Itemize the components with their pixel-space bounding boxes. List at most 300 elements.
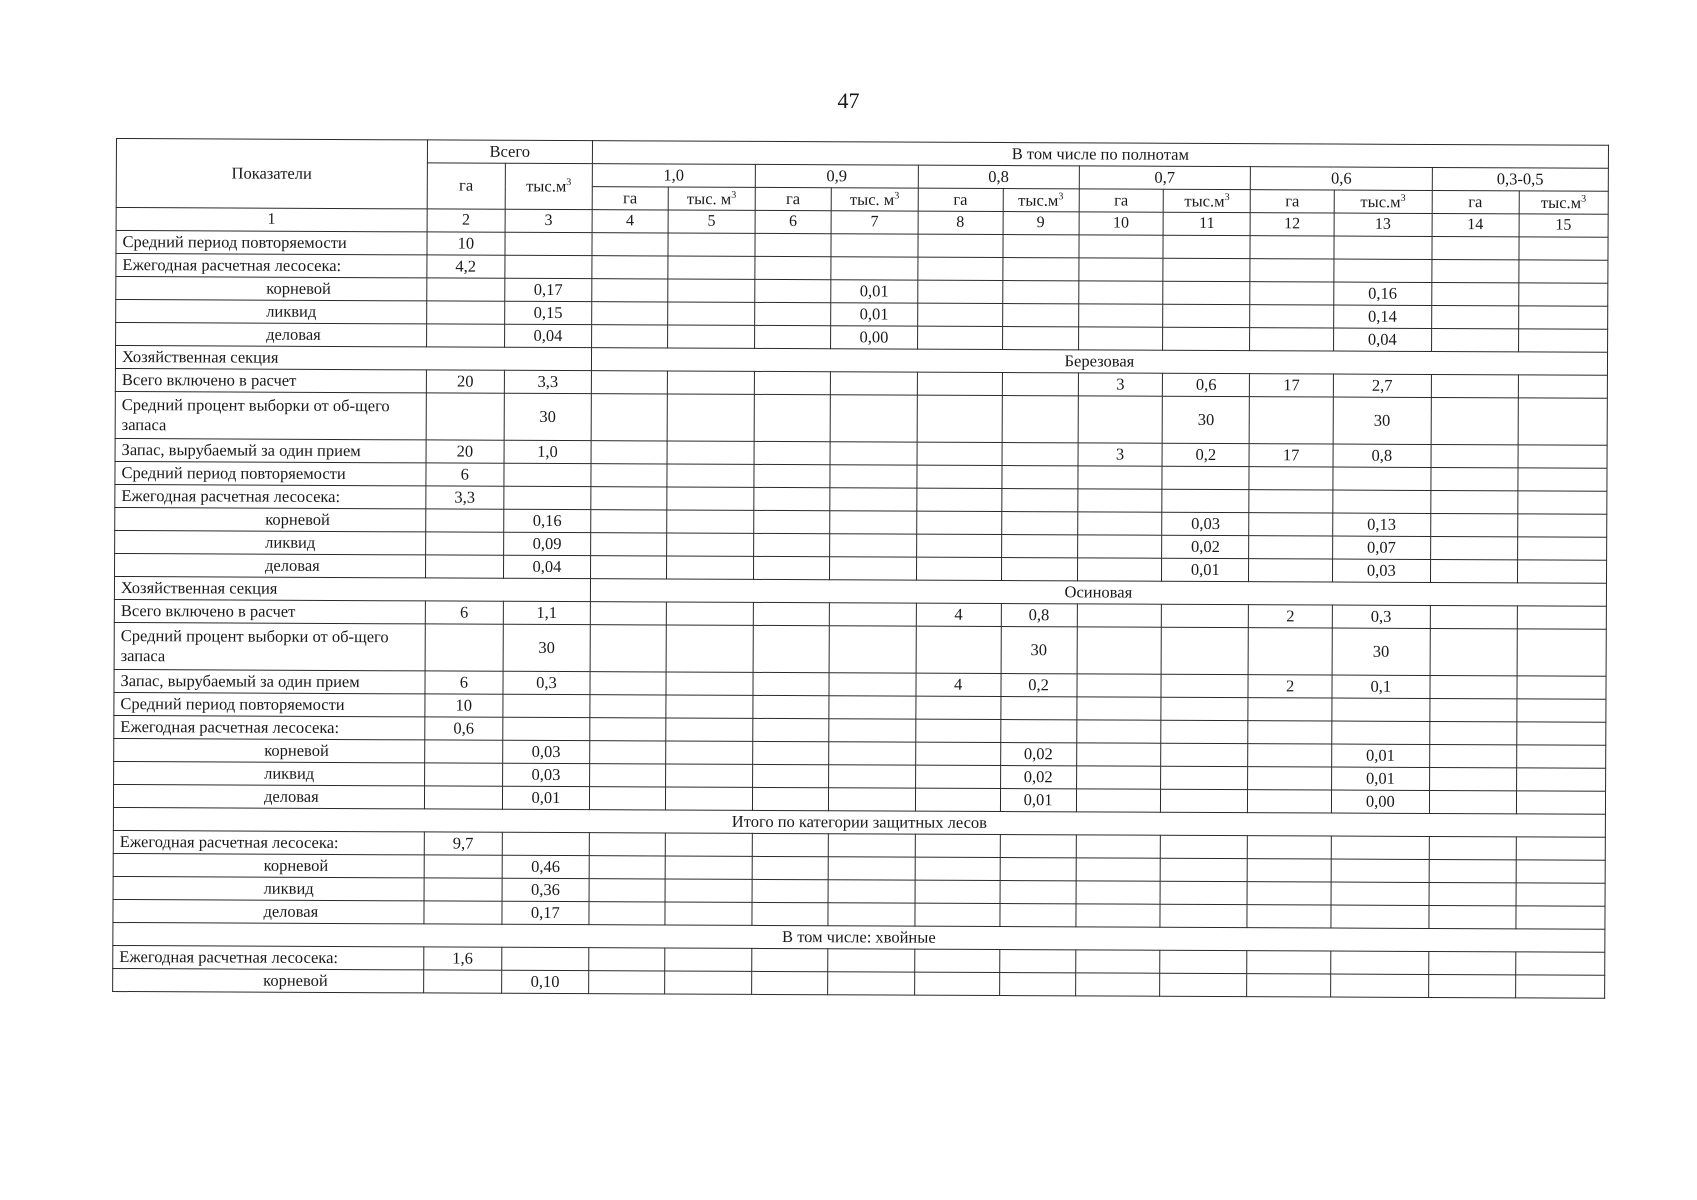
cell-col-5 <box>665 971 752 994</box>
row-label: Средний процент выборки от об-щего запаса <box>114 622 425 670</box>
cell-col-12 <box>1247 836 1331 859</box>
cell-col-15 <box>1518 260 1607 283</box>
cell-col-3: 0,10 <box>502 970 589 993</box>
cell-col-11: 0,2 <box>1162 443 1249 466</box>
cell-col-7 <box>828 880 915 903</box>
row-label: Запас, вырубаемый за один прием <box>114 669 425 693</box>
row-label: ликвид <box>114 761 425 785</box>
cell-col-13: 30 <box>1333 397 1431 444</box>
cell-col-5 <box>666 556 753 579</box>
cell-col-11 <box>1162 489 1249 512</box>
cell-col-10 <box>1078 258 1163 281</box>
cell-col-13: 0,03 <box>1332 559 1430 582</box>
cell-col-4 <box>589 902 665 925</box>
cell-col-4 <box>590 533 666 556</box>
cell-col-7 <box>828 834 915 857</box>
column-number: 13 <box>1334 213 1432 236</box>
cell-col-10 <box>1077 535 1162 558</box>
cell-col-5 <box>667 371 754 394</box>
cell-col-9 <box>1001 558 1077 581</box>
allowable-cut-table-container <box>112 138 1609 999</box>
cell-col-2: 6 <box>426 463 504 486</box>
cell-col-5 <box>665 948 752 971</box>
cell-col-5 <box>668 279 755 302</box>
cell-col-5 <box>666 602 753 625</box>
cell-col-12: 17 <box>1249 444 1333 467</box>
cell-col-9 <box>1002 281 1078 304</box>
cell-col-10 <box>1076 766 1161 789</box>
cell-col-2 <box>426 278 504 301</box>
cell-col-5 <box>667 441 754 464</box>
cell-col-13: 30 <box>1332 628 1430 675</box>
cell-col-13: 0,13 <box>1333 513 1431 536</box>
cell-col-15 <box>1517 676 1606 699</box>
cell-col-14 <box>1431 305 1518 328</box>
column-number: 3 <box>505 209 592 232</box>
cell-col-13 <box>1331 882 1429 905</box>
cell-col-15 <box>1515 975 1604 998</box>
section-name: Березовая <box>591 348 1607 376</box>
cell-col-9 <box>1002 396 1078 443</box>
cell-col-8: 4 <box>916 673 1001 696</box>
cell-col-12: 2 <box>1248 675 1332 698</box>
column-number: 11 <box>1163 212 1250 235</box>
cell-col-8 <box>917 442 1002 465</box>
table-body <box>113 231 1608 999</box>
cell-col-8 <box>916 626 1001 673</box>
cell-col-2: 9,7 <box>424 832 502 855</box>
cell-col-13 <box>1332 698 1430 721</box>
row-label: корневой <box>114 738 425 762</box>
header-density-1-0: 1,0 <box>592 164 755 188</box>
cell-col-5 <box>665 833 752 856</box>
cell-col-4 <box>590 718 666 741</box>
cell-col-10 <box>1076 697 1161 720</box>
cell-col-11 <box>1162 466 1249 489</box>
cell-col-15 <box>1516 768 1605 791</box>
header-total: Всего <box>427 140 592 164</box>
cell-col-14 <box>1432 259 1519 282</box>
header-volume: $тыс.м^3$ <box>1003 189 1079 212</box>
row-label: деловая <box>113 784 424 808</box>
cell-col-8: 4 <box>916 603 1001 626</box>
cell-col-15 <box>1518 398 1608 445</box>
header-ha: га <box>1250 190 1334 213</box>
cell-col-5 <box>665 787 752 810</box>
cell-col-11 <box>1161 674 1248 697</box>
row-label: Средний процент выборки от об-щего запаса <box>115 391 426 439</box>
cell-col-12 <box>1247 974 1331 997</box>
cell-col-13: 0,14 <box>1334 305 1432 328</box>
column-number: 10 <box>1079 212 1164 235</box>
cell-col-7: 0,00 <box>830 326 917 349</box>
cell-col-3: 0,16 <box>504 509 591 532</box>
cell-col-5 <box>666 741 753 764</box>
cell-col-7 <box>830 395 917 442</box>
row-label: Средний период повторяемости <box>115 461 426 485</box>
cell-col-15 <box>1517 514 1606 537</box>
cell-col-13 <box>1331 974 1429 997</box>
cell-col-10 <box>1078 396 1163 443</box>
cell-col-12 <box>1248 767 1332 790</box>
cell-col-2: 1,6 <box>423 947 501 970</box>
cell-col-13 <box>1333 490 1431 513</box>
cell-col-8 <box>915 949 1000 972</box>
cell-col-13 <box>1334 259 1432 282</box>
cell-col-6 <box>754 302 830 325</box>
cell-col-6 <box>754 325 830 348</box>
cell-col-3: 3,3 <box>504 370 591 393</box>
cell-col-10 <box>1077 558 1162 581</box>
cell-col-11 <box>1161 766 1248 789</box>
cell-col-14 <box>1429 721 1516 744</box>
cell-col-14 <box>1428 951 1515 974</box>
cell-col-9: 0,02 <box>1000 766 1076 789</box>
column-number: 9 <box>1003 212 1079 235</box>
cell-col-8 <box>916 557 1001 580</box>
column-number: 7 <box>831 211 918 234</box>
cell-col-14 <box>1431 467 1518 490</box>
cell-col-6 <box>754 371 830 394</box>
cell-col-12 <box>1249 536 1333 559</box>
cell-col-4 <box>590 741 666 764</box>
cell-col-3: 0,46 <box>502 855 589 878</box>
cell-col-13 <box>1332 721 1430 744</box>
cell-col-4 <box>589 764 665 787</box>
cell-col-9 <box>1000 858 1076 881</box>
row-label: ликвид <box>113 876 424 900</box>
cell-col-7 <box>829 742 916 765</box>
cell-col-6 <box>752 856 828 879</box>
cell-col-2: 4,2 <box>427 255 505 278</box>
cell-col-14 <box>1430 605 1517 628</box>
cell-col-8 <box>915 880 1000 903</box>
cell-col-2 <box>425 555 503 578</box>
cell-col-14 <box>1429 882 1516 905</box>
cell-col-10 <box>1076 904 1161 927</box>
cell-col-15 <box>1516 791 1605 814</box>
cell-col-7 <box>831 257 918 280</box>
cell-col-5 <box>665 902 752 925</box>
cell-col-13: 0,8 <box>1333 444 1431 467</box>
cell-col-10 <box>1079 235 1164 258</box>
cell-col-14 <box>1431 444 1518 467</box>
column-number: 6 <box>755 210 831 233</box>
cell-col-9 <box>1000 697 1076 720</box>
header-ha: га <box>755 187 831 210</box>
cell-col-11 <box>1162 604 1249 627</box>
cell-col-12 <box>1248 744 1332 767</box>
cell-col-11 <box>1161 697 1248 720</box>
cell-col-13: 0,3 <box>1332 605 1430 628</box>
cell-col-7: 0,01 <box>831 303 918 326</box>
cell-col-7 <box>830 442 917 465</box>
cell-col-12 <box>1249 397 1333 444</box>
cell-col-9 <box>1001 489 1077 512</box>
cell-col-3: 0,01 <box>502 786 589 809</box>
header-density-0-9: 0,9 <box>755 164 918 188</box>
column-number: 5 <box>668 210 755 233</box>
cell-col-10 <box>1076 720 1161 743</box>
cell-col-15 <box>1515 952 1604 975</box>
row-label: Ежегодная расчетная лесосека: <box>116 254 427 278</box>
cell-col-7 <box>829 626 916 673</box>
cell-col-15 <box>1516 883 1605 906</box>
cell-col-14 <box>1430 698 1517 721</box>
section-label: Хозяйственная секция <box>114 576 590 601</box>
cell-col-10 <box>1076 835 1161 858</box>
cell-col-11 <box>1161 743 1248 766</box>
cell-col-12 <box>1248 721 1332 744</box>
cell-col-14 <box>1429 859 1516 882</box>
row-label: Всего включено в расчет <box>114 599 425 623</box>
cell-col-5 <box>667 533 754 556</box>
cell-col-14 <box>1429 767 1516 790</box>
cell-col-6 <box>753 672 829 695</box>
section-label: Хозяйственная секция <box>115 346 591 371</box>
cell-col-11 <box>1160 881 1247 904</box>
cell-col-4 <box>591 441 667 464</box>
cell-col-3: 30 <box>503 624 590 671</box>
cell-col-8 <box>917 395 1002 442</box>
cell-col-3: 1,0 <box>504 440 591 463</box>
cell-col-4 <box>591 394 667 441</box>
cell-col-5 <box>667 487 754 510</box>
cell-col-14 <box>1431 397 1518 444</box>
cell-col-5 <box>668 302 755 325</box>
cell-col-8 <box>915 857 1000 880</box>
cell-col-2 <box>425 509 503 532</box>
header-volume: тыс. $м^3$ <box>668 187 755 210</box>
cell-col-14 <box>1429 744 1516 767</box>
column-number: 8 <box>918 211 1003 234</box>
cell-col-9 <box>999 904 1075 927</box>
cell-col-2: 20 <box>426 370 504 393</box>
cell-col-3 <box>504 463 591 486</box>
cell-col-6 <box>752 764 828 787</box>
cell-col-4 <box>589 879 665 902</box>
cell-col-15 <box>1517 537 1606 560</box>
cell-col-8 <box>915 742 1000 765</box>
cell-col-7 <box>829 719 916 742</box>
column-number: 14 <box>1432 213 1519 236</box>
cell-col-5 <box>666 718 753 741</box>
cell-col-7 <box>828 788 915 811</box>
cell-col-8 <box>915 834 1000 857</box>
cell-col-5 <box>667 510 754 533</box>
cell-col-7: 0,01 <box>831 280 918 303</box>
cell-col-7 <box>828 903 915 926</box>
header-density-0-8: 0,8 <box>918 165 1079 189</box>
cell-col-10 <box>1076 881 1161 904</box>
cell-col-13 <box>1331 951 1429 974</box>
cell-col-12: 2 <box>1249 605 1333 628</box>
cell-col-12 <box>1250 328 1334 351</box>
cell-col-4 <box>588 971 664 994</box>
cell-col-7 <box>830 465 917 488</box>
cell-col-3 <box>505 232 592 255</box>
cell-col-7 <box>828 972 915 995</box>
cell-col-3: 0,17 <box>502 901 589 924</box>
table-row <box>114 622 1606 676</box>
cell-col-8 <box>917 372 1002 395</box>
cell-col-14 <box>1429 905 1516 928</box>
row-label: деловая <box>113 899 424 923</box>
row-label: деловая <box>115 553 426 577</box>
cell-col-11: 0,03 <box>1162 512 1249 535</box>
cell-col-7 <box>828 765 915 788</box>
cell-col-4 <box>590 602 666 625</box>
cell-col-6 <box>754 510 830 533</box>
cell-col-7 <box>830 372 917 395</box>
row-label: Ежегодная расчетная лесосека: <box>114 715 425 739</box>
cell-col-11 <box>1161 627 1248 674</box>
cell-col-11 <box>1160 904 1247 927</box>
cell-col-4 <box>590 625 666 672</box>
cell-col-14 <box>1430 559 1517 582</box>
cell-col-3: 1,1 <box>503 601 590 624</box>
cell-col-15 <box>1518 375 1607 398</box>
cell-col-5 <box>668 256 755 279</box>
cell-col-3: 0,3 <box>503 671 590 694</box>
row-label: Ежегодная расчетная лесосека: <box>113 945 424 969</box>
row-label: деловая <box>116 323 427 347</box>
cell-col-8 <box>918 280 1003 303</box>
cell-col-15 <box>1518 329 1607 352</box>
cell-col-11 <box>1163 235 1250 258</box>
cell-col-6 <box>753 695 829 718</box>
row-label: корневой <box>116 277 427 301</box>
cell-col-7 <box>830 511 917 534</box>
cell-col-8 <box>914 972 999 995</box>
cell-col-14 <box>1431 374 1518 397</box>
cell-col-3: 0,17 <box>505 278 592 301</box>
cell-col-3: 30 <box>504 393 591 440</box>
cell-col-12 <box>1247 951 1331 974</box>
cell-col-14 <box>1432 236 1519 259</box>
cell-col-9 <box>1000 881 1076 904</box>
cell-col-10 <box>1075 950 1160 973</box>
cell-col-6 <box>754 441 830 464</box>
cell-col-3: 0,04 <box>503 555 590 578</box>
cell-col-13: 0,1 <box>1332 675 1430 698</box>
cell-col-2: 10 <box>427 232 505 255</box>
cell-col-10 <box>1078 304 1163 327</box>
header-total-volume: $тыс.м^3$ <box>505 163 592 209</box>
cell-col-6 <box>752 948 828 971</box>
cell-col-4 <box>589 856 665 879</box>
header-density-0-3-0-5: 0,3-0,5 <box>1432 167 1608 191</box>
cell-col-3 <box>502 832 589 855</box>
cell-col-13 <box>1333 467 1431 490</box>
cell-col-4 <box>592 233 668 256</box>
cell-col-15 <box>1519 237 1608 260</box>
cell-col-3 <box>503 717 590 740</box>
cell-col-15 <box>1516 860 1605 883</box>
column-number: 2 <box>427 209 505 232</box>
header-by-density: В том числе по полнотам <box>592 141 1608 169</box>
cell-col-7 <box>828 949 915 972</box>
cell-col-12 <box>1248 628 1332 675</box>
cell-col-2: 20 <box>426 440 504 463</box>
cell-col-6 <box>754 487 830 510</box>
cell-col-6 <box>751 971 827 994</box>
row-label: ликвид <box>115 530 426 554</box>
cell-col-3: 0,03 <box>503 763 590 786</box>
cell-col-6 <box>753 556 829 579</box>
cell-col-6 <box>753 625 829 672</box>
cell-col-13 <box>1334 236 1432 259</box>
cell-col-8 <box>916 719 1001 742</box>
cell-col-11 <box>1161 789 1248 812</box>
cell-col-9 <box>1000 835 1076 858</box>
cell-col-6 <box>753 741 829 764</box>
cell-col-3: 0,04 <box>505 324 592 347</box>
cell-col-4 <box>590 695 666 718</box>
header-indicators: Показатели <box>116 139 427 209</box>
cell-col-7 <box>829 673 916 696</box>
cell-col-7 <box>830 488 917 511</box>
cell-col-3 <box>502 947 589 970</box>
cell-col-15 <box>1517 629 1607 676</box>
header-density-0-7: 0,7 <box>1079 166 1251 190</box>
cell-col-12 <box>1250 305 1334 328</box>
cell-col-8 <box>917 488 1002 511</box>
cell-col-12 <box>1247 905 1331 928</box>
cell-col-11 <box>1163 327 1250 350</box>
row-label: Запас, вырубаемый за один прием <box>115 438 426 462</box>
cell-col-8 <box>915 788 1000 811</box>
cell-col-13: 0,07 <box>1333 536 1431 559</box>
cell-col-3: 0,03 <box>503 740 590 763</box>
cell-col-7 <box>828 857 915 880</box>
cell-col-6 <box>752 879 828 902</box>
cell-col-9: 30 <box>1001 627 1077 674</box>
header-ha: га <box>1432 190 1519 213</box>
header-ha: га <box>918 188 1003 211</box>
cell-col-6 <box>755 279 831 302</box>
cell-col-5 <box>666 695 753 718</box>
cell-col-9: 0,2 <box>1001 674 1077 697</box>
cell-col-6 <box>752 787 828 810</box>
cell-col-6 <box>752 833 828 856</box>
cell-col-6 <box>754 464 830 487</box>
cell-col-15 <box>1516 699 1605 722</box>
cell-col-11: 30 <box>1162 396 1249 443</box>
cell-col-4 <box>591 510 667 533</box>
cell-col-15 <box>1516 837 1605 860</box>
cell-col-15 <box>1516 906 1605 929</box>
cell-col-2 <box>425 532 503 555</box>
cell-col-9 <box>999 950 1075 973</box>
cell-col-15 <box>1517 606 1606 629</box>
cell-col-15 <box>1516 722 1605 745</box>
header-volume: $тыс.м^3$ <box>1519 191 1608 214</box>
cell-col-9 <box>1001 535 1077 558</box>
cell-col-2: 3,3 <box>426 486 504 509</box>
cell-col-13 <box>1331 859 1429 882</box>
cell-col-5 <box>666 672 753 695</box>
header-volume: тыс. $м^3$ <box>831 188 918 211</box>
cell-col-2: 6 <box>425 601 503 624</box>
cell-col-8 <box>916 696 1001 719</box>
cell-col-2 <box>425 624 503 671</box>
cell-col-14 <box>1429 836 1516 859</box>
section-name: В том числе: хвойные <box>113 922 1605 952</box>
cell-col-4 <box>592 302 668 325</box>
cell-col-9 <box>1002 258 1078 281</box>
cell-col-13: 0,00 <box>1331 790 1429 813</box>
